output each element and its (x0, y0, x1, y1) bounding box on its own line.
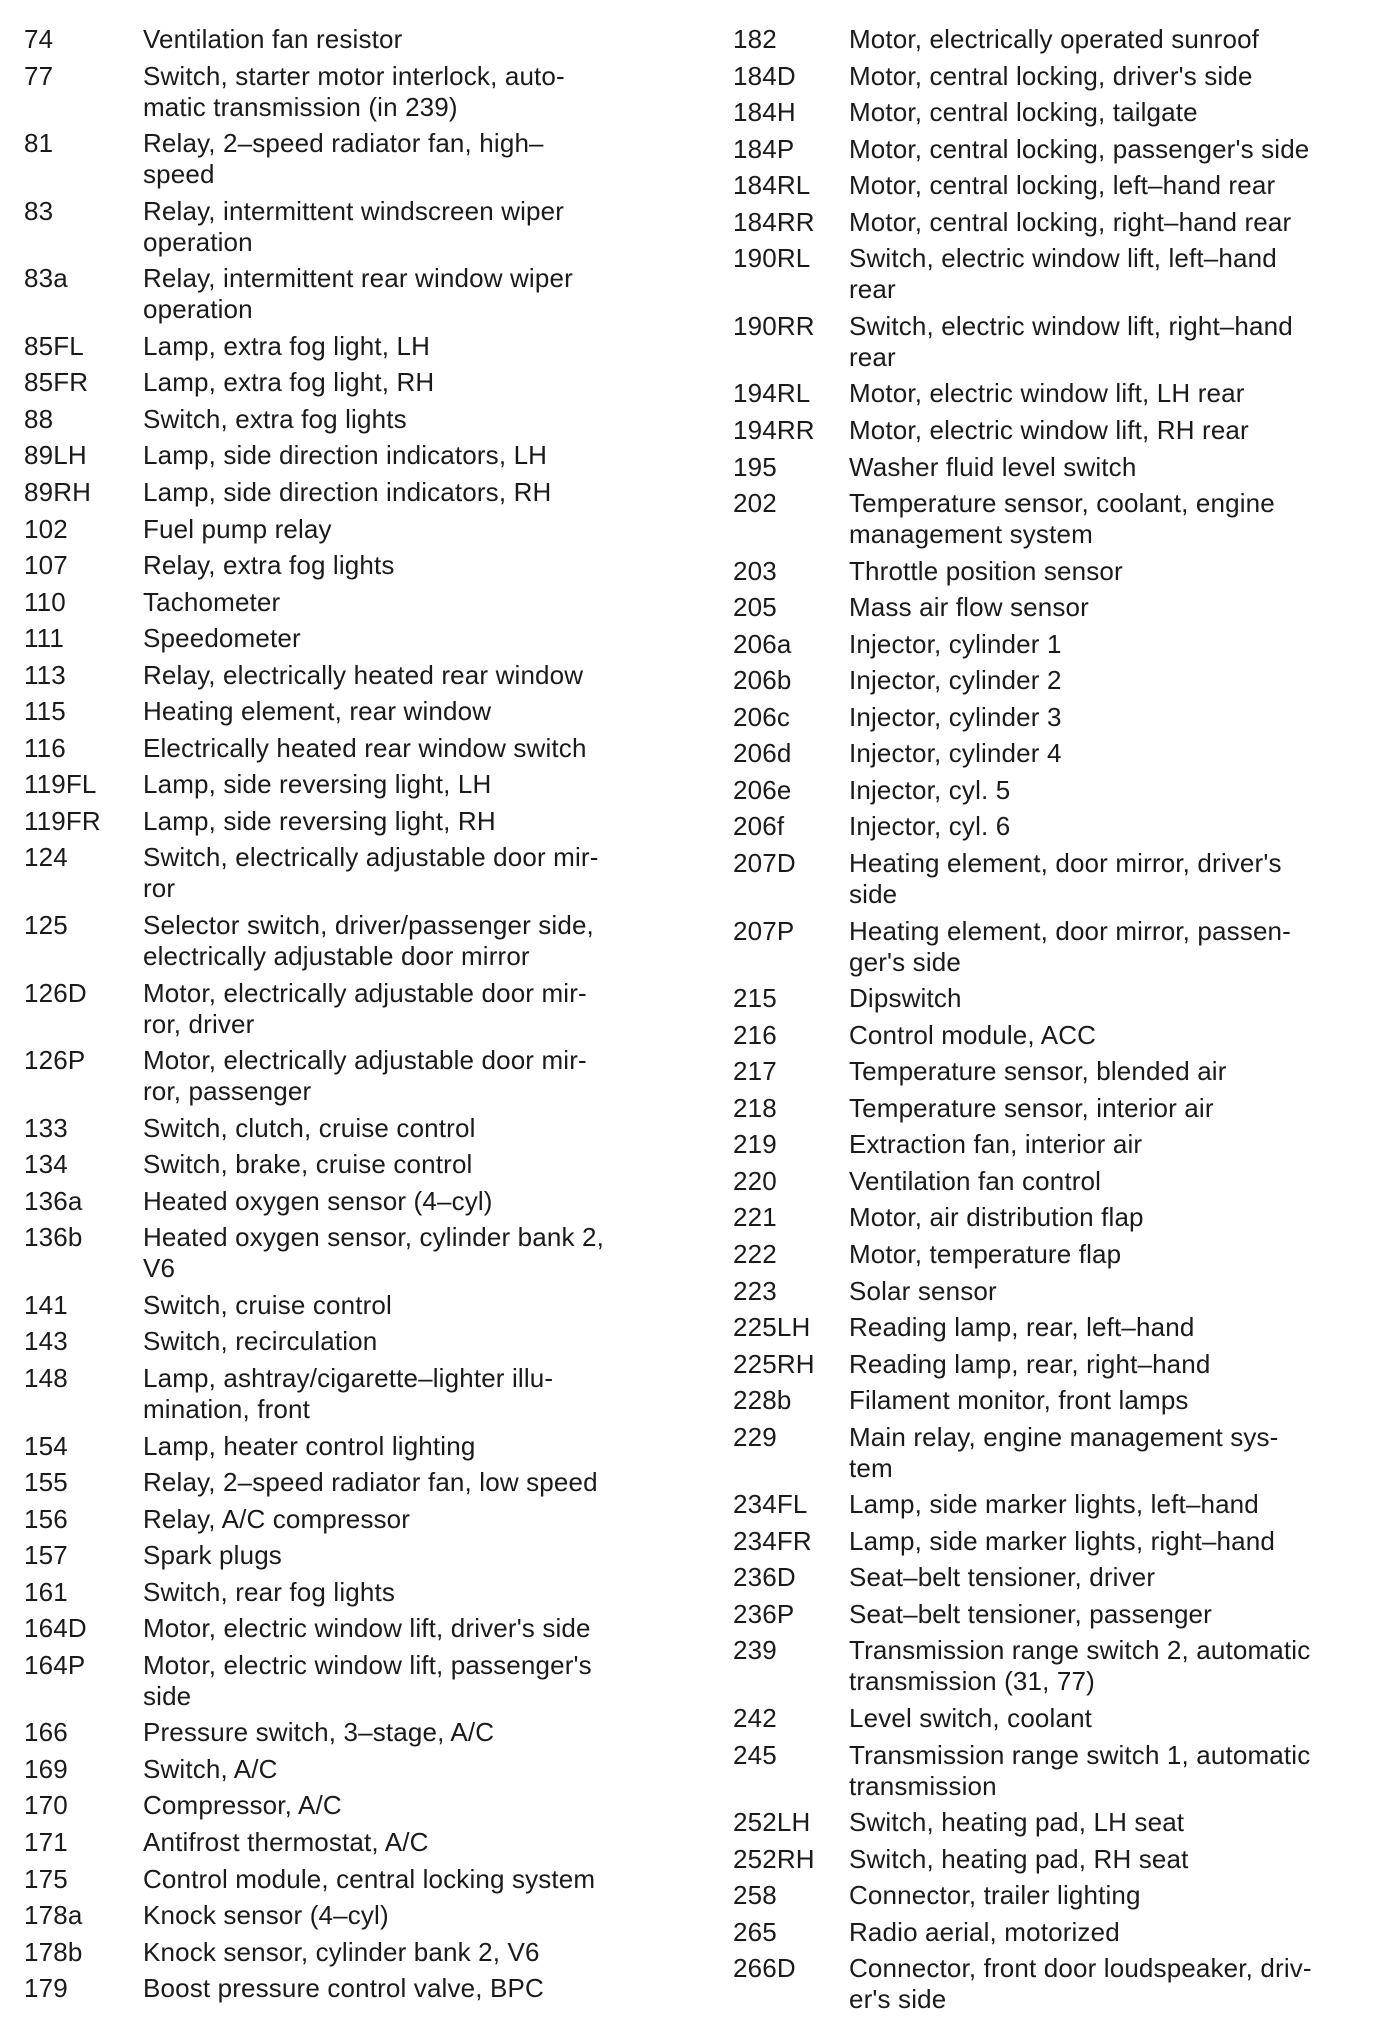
component-code: 126P (24, 1045, 86, 1076)
component-description: Motor, central locking, tailgate (849, 97, 1198, 128)
component-description: Selector switch, driver/passenger side, electrically adjustable door mirror (143, 910, 594, 971)
component-description: Filament monitor, front lamps (849, 1385, 1189, 1416)
component-code: 171 (24, 1827, 68, 1857)
component-description: Temperature sensor, interior air (849, 1092, 1214, 1123)
component-description: Switch, electric window lift, right–hand rear (849, 310, 1293, 372)
component-code: 178b (24, 1936, 83, 1967)
component-code: 178a (24, 1900, 83, 1931)
component-description: Lamp, side direction indicators, RH (143, 476, 552, 507)
component-description: Solar sensor (849, 1275, 997, 1306)
component-description: Temperature sensor, blended air (849, 1056, 1227, 1087)
component-code: 83 (24, 195, 54, 226)
component-description: Seat–belt tensioner, driver (849, 1562, 1156, 1593)
component-code: 89LH (24, 440, 87, 471)
component-description: Switch, rear fog lights (143, 1576, 395, 1607)
component-code: 228b (733, 1385, 792, 1416)
component-description: Spark plugs (143, 1540, 282, 1571)
component-description: Motor, temperature flap (849, 1238, 1122, 1269)
component-description: Switch, electric window lift, left–hand rear (849, 243, 1277, 305)
component-code: 184RR (733, 206, 815, 237)
component-code: 234FL (733, 1489, 808, 1520)
component-description: Switch, A/C (143, 1753, 278, 1784)
component-code: 184RL (733, 170, 811, 201)
component-code: 190RR (733, 310, 815, 341)
component-code: 125 (24, 910, 68, 940)
component-description: Lamp, side direction indicators, LH (143, 440, 548, 471)
component-code: 81 (24, 128, 54, 159)
component-description: Heating element, door mirror, passen- ger's side (849, 915, 1291, 977)
component-description: Lamp, side marker lights, left–hand (849, 1489, 1259, 1520)
component-code: 179 (24, 1973, 68, 2004)
component-description: Lamp, side reversing light, RH (143, 805, 496, 836)
component-description: Motor, electrically operated sunroof (849, 24, 1260, 54)
component-code: 216 (733, 1019, 777, 1050)
component-code: 136b (24, 1222, 83, 1253)
component-description: Injector, cyl. 6 (849, 811, 1011, 842)
component-code: 182 (733, 24, 777, 54)
component-code: 206a (733, 628, 792, 659)
component-code: 206b (733, 665, 792, 696)
component-description: Heated oxygen sensor (4–cyl) (143, 1185, 493, 1216)
component-code: 116 (24, 732, 66, 763)
component-code: 161 (24, 1576, 68, 1607)
component-code: 157 (24, 1540, 68, 1571)
component-code: 266D (733, 1953, 796, 1984)
component-code: 111 (24, 623, 64, 654)
component-description: Switch, extra fog lights (143, 403, 407, 434)
component-code: 85FL (24, 330, 84, 361)
component-code: 164P (24, 1649, 86, 1680)
component-description: Relay, A/C compressor (143, 1503, 411, 1534)
component-description: Level switch, coolant (849, 1703, 1093, 1733)
component-description: Throttle position sensor (849, 555, 1123, 586)
component-description: Pressure switch, 3–stage, A/C (143, 1717, 495, 1748)
component-code: 184P (733, 133, 795, 164)
component-description: Electrically heated rear window switch (143, 732, 587, 763)
component-code: 175 (24, 1863, 68, 1894)
component-code: 88 (24, 403, 54, 434)
component-description: Lamp, heater control lighting (143, 1430, 476, 1461)
component-code: 83a (24, 263, 68, 294)
component-description: Heated oxygen sensor, cylinder bank 2, V6 (143, 1222, 604, 1284)
component-code: 166 (24, 1717, 68, 1748)
component-description: Injector, cylinder 4 (849, 738, 1062, 769)
component-code: 219 (733, 1129, 777, 1160)
component-code: 110 (24, 586, 66, 617)
component-code: 143 (24, 1326, 68, 1357)
component-code: 239 (733, 1635, 777, 1666)
component-code: 119FR (24, 805, 101, 836)
component-description: Connector, trailer lighting (849, 1880, 1141, 1911)
component-description: Switch, starter motor interlock, auto- matic transmission (in 239) (143, 60, 565, 122)
component-code: 77 (24, 60, 54, 91)
component-description: Ventilation fan resistor (143, 24, 403, 54)
component-description: Switch, clutch, cruise control (143, 1112, 476, 1143)
component-description: Mass air flow sensor (849, 592, 1089, 623)
component-code: 221 (733, 1202, 777, 1233)
component-description: Motor, electrically adjustable door mir- ror, driver (143, 977, 587, 1039)
component-description: Reading lamp, rear, left–hand (849, 1312, 1195, 1343)
component-description: Relay, electrically heated rear window (143, 659, 584, 690)
component-code: 258 (733, 1880, 777, 1911)
component-code: 229 (733, 1421, 777, 1452)
component-code: 148 (24, 1362, 68, 1393)
component-code: 206c (733, 701, 790, 732)
component-code: 164D (24, 1613, 87, 1644)
component-code: 74 (24, 24, 54, 54)
component-description: Motor, electric window lift, driver's side (143, 1613, 591, 1644)
component-description: Extraction fan, interior air (849, 1129, 1143, 1160)
component-description: Radio aerial, motorized (849, 1916, 1120, 1947)
component-description: Control module, central locking system (143, 1863, 596, 1894)
component-code: 113 (24, 659, 66, 690)
component-code: 207P (733, 915, 795, 946)
component-code: 89RH (24, 476, 92, 507)
component-description: Relay, extra fog lights (143, 550, 395, 581)
component-description: Switch, heating pad, LH seat (849, 1807, 1185, 1838)
component-code: 115 (24, 696, 66, 727)
component-description: Fuel pump relay (143, 513, 332, 544)
component-description: Compressor, A/C (143, 1790, 342, 1821)
component-code: 236D (733, 1562, 796, 1593)
component-description: Motor, air distribution flap (849, 1202, 1144, 1233)
component-description: Main relay, engine management sys- tem (849, 1421, 1279, 1483)
component-code: 202 (733, 488, 777, 519)
component-code: 169 (24, 1753, 68, 1784)
component-description: Heating element, door mirror, driver's side (849, 848, 1282, 909)
component-description: Relay, intermittent rear window wiper operation (143, 263, 573, 325)
component-code: 217 (733, 1056, 777, 1087)
component-code: 207D (733, 848, 796, 878)
component-code: 223 (733, 1275, 777, 1306)
component-code: 206f (733, 811, 785, 842)
component-description: Motor, electrically adjustable door mir- ror, passenger (143, 1045, 587, 1107)
component-code: 215 (733, 983, 777, 1014)
component-description: Injector, cylinder 3 (849, 701, 1062, 732)
component-code: 126D (24, 977, 87, 1008)
component-description: Motor, central locking, left–hand rear (849, 170, 1276, 201)
component-description: Heating element, rear window (143, 696, 492, 727)
component-code: 194RR (733, 414, 815, 445)
component-description: Switch, cruise control (143, 1289, 392, 1320)
component-description: Control module, ACC (849, 1019, 1097, 1050)
component-description: Washer fluid level switch (849, 451, 1137, 482)
component-description: Switch, brake, cruise control (143, 1149, 473, 1180)
component-description: Tachometer (143, 586, 281, 617)
component-description: Motor, central locking, passenger's side (849, 133, 1310, 164)
component-description: Injector, cyl. 5 (849, 774, 1011, 805)
component-description: Transmission range switch 1, automatic transmission (849, 1739, 1311, 1801)
component-code: 234FR (733, 1525, 812, 1556)
component-description: Knock sensor, cylinder bank 2, V6 (143, 1936, 540, 1967)
component-code: 206d (733, 738, 792, 769)
component-description: Reading lamp, rear, right–hand (849, 1348, 1211, 1379)
component-description: Speedometer (143, 623, 301, 654)
component-description: Lamp, side marker lights, right–hand (849, 1525, 1275, 1556)
component-description: Switch, electrically adjustable door mir- ror (143, 842, 599, 904)
component-code: 107 (24, 550, 68, 581)
component-description: Connector, front door loudspeaker, driv- er's side (849, 1953, 1312, 2015)
component-description: Lamp, extra fog light, RH (143, 367, 435, 398)
component-description: Transmission range switch 2, automatic transmission (31, 77) (849, 1635, 1311, 1697)
component-code: 184D (733, 60, 796, 91)
component-code: 265 (733, 1916, 777, 1947)
component-code: 236P (733, 1598, 795, 1629)
component-description: Motor, central locking, right–hand rear (849, 206, 1292, 237)
component-code: 242 (733, 1703, 777, 1733)
component-code: 136a (24, 1185, 83, 1216)
component-description: Lamp, ashtray/cigarette–lighter illu- mination, front (143, 1362, 554, 1424)
component-description: Lamp, side reversing light, LH (143, 769, 492, 800)
component-description: Relay, 2–speed radiator fan, low speed (143, 1467, 598, 1498)
component-code: 156 (24, 1503, 68, 1534)
component-code: 194RL (733, 378, 811, 409)
component-code: 154 (24, 1430, 68, 1461)
component-description: Antifrost thermostat, A/C (143, 1827, 429, 1857)
component-description: Motor, electric window lift, passenger's side (143, 1649, 592, 1711)
component-code: 184H (733, 97, 796, 128)
component-code: 124 (24, 842, 68, 873)
component-description: Dipswitch (849, 983, 962, 1014)
component-description: Boost pressure control valve, BPC (143, 1973, 544, 2004)
component-code: 85FR (24, 367, 89, 398)
component-code: 222 (733, 1238, 777, 1269)
component-code: 252LH (733, 1807, 811, 1838)
component-description: Injector, cylinder 1 (849, 628, 1062, 659)
component-description: Relay, intermittent windscreen wiper operation (143, 195, 565, 257)
component-code: 195 (733, 451, 777, 482)
component-description: Temperature sensor, coolant, engine management system (849, 488, 1275, 550)
component-code: 102 (24, 513, 68, 544)
component-code: 155 (24, 1467, 68, 1498)
component-description: Knock sensor (4–cyl) (143, 1900, 389, 1931)
component-description: Motor, electric window lift, RH rear (849, 414, 1249, 445)
component-description: Lamp, extra fog light, LH (143, 330, 431, 361)
component-description: Ventilation fan control (849, 1165, 1102, 1196)
component-description: Relay, 2–speed radiator fan, high– speed (143, 128, 544, 190)
component-code: 134 (24, 1149, 68, 1180)
component-code: 245 (733, 1739, 777, 1770)
component-description: Motor, central locking, driver's side (849, 60, 1253, 91)
component-code: 205 (733, 592, 777, 623)
component-code: 203 (733, 555, 777, 586)
component-code: 170 (24, 1790, 68, 1821)
component-code: 119FL (24, 769, 97, 800)
component-description: Switch, recirculation (143, 1326, 378, 1357)
component-code: 220 (733, 1165, 777, 1196)
component-code: 252RH (733, 1843, 815, 1874)
component-code: 190RL (733, 243, 811, 274)
component-description: Motor, electric window lift, LH rear (849, 378, 1245, 409)
component-code: 225RH (733, 1348, 815, 1379)
component-code: 141 (24, 1289, 68, 1320)
component-description: Injector, cylinder 2 (849, 665, 1062, 696)
component-code: 218 (733, 1092, 777, 1123)
component-description: Seat–belt tensioner, passenger (849, 1598, 1212, 1629)
component-code: 206e (733, 774, 792, 805)
component-code: 225LH (733, 1312, 811, 1343)
component-description: Switch, heating pad, RH seat (849, 1843, 1189, 1874)
component-code: 133 (24, 1112, 68, 1143)
